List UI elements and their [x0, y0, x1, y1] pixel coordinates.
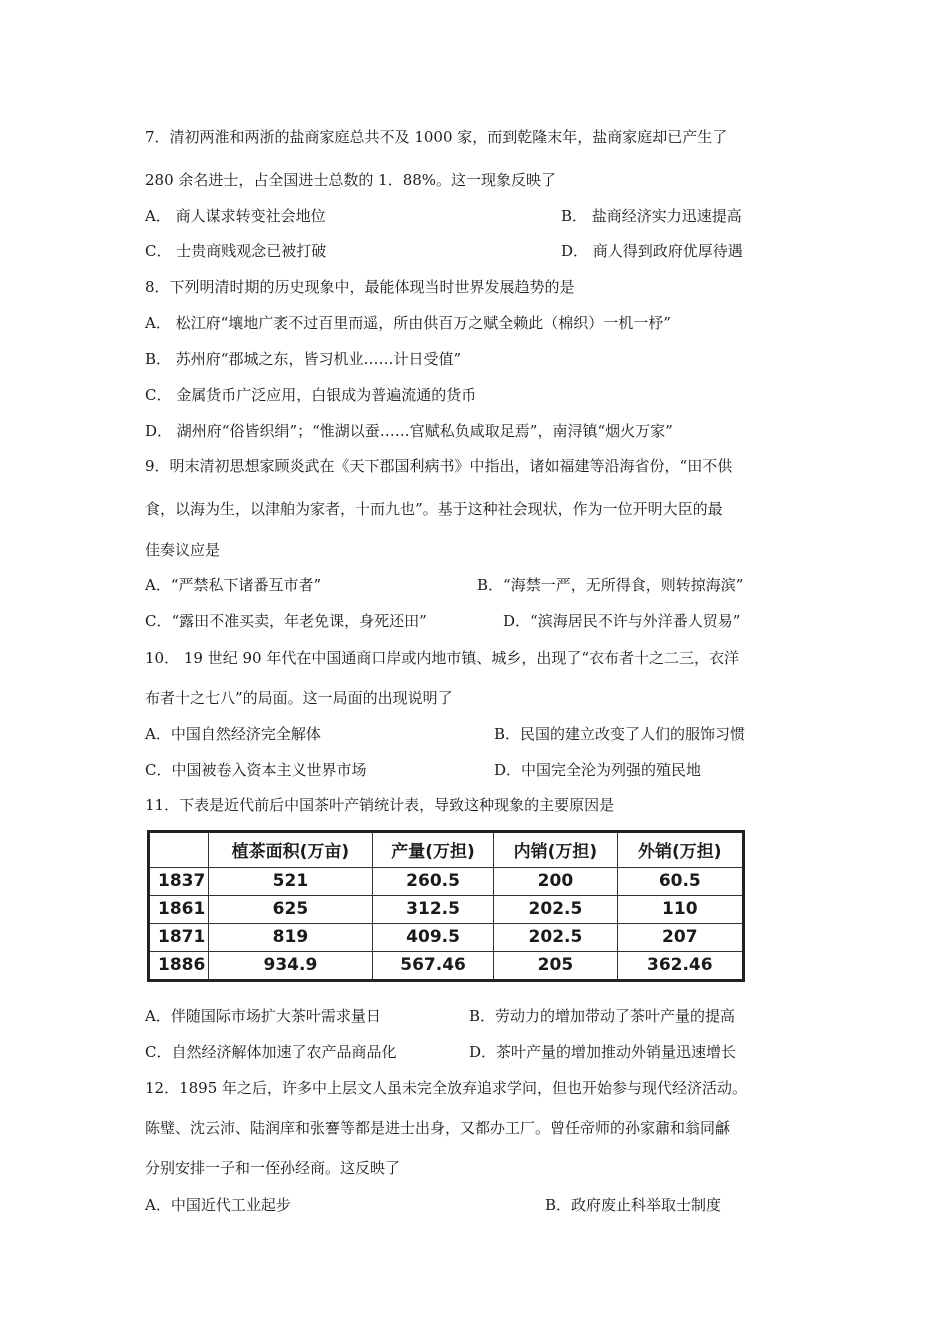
table-cell: 202.5 — [494, 923, 617, 951]
table-header-cell: 产量(万担) — [372, 832, 493, 868]
table-cell: 110 — [617, 895, 743, 923]
q11-option-c: C．自然经济解体加速了农产品商品化 — [145, 1043, 397, 1061]
q12-stem-line3: 分别安排一子和一侄孙经商。这反映了 — [145, 1159, 401, 1177]
q8-option-a: A． 松江府“壤地广袤不过百里而遥，所由供百万之赋全赖此（棉织）一机一杼” — [145, 314, 671, 332]
table-header-cell: 内销(万担) — [494, 832, 617, 868]
table-header-row — [149, 832, 744, 868]
table-header-cell: 外销(万担) — [617, 832, 743, 868]
q10-stem-line1: 10． 19 世纪 90 年代在中国通商口岸或内地市镇、城乡，出现了“衣布者十之二三，衣洋 — [145, 649, 740, 667]
tea-production-table — [147, 830, 745, 982]
q12-option-b: B．政府废止科举取士制度 — [545, 1196, 722, 1214]
q10-stem-line2: 布者十之七八”的局面。这一局面的出现说明了 — [145, 689, 453, 707]
q8-option-c: C． 金属货币广泛应用，白银成为普遍流通的货币 — [145, 386, 477, 404]
q12-stem-line1: 12．1895 年之后，许多中上层文人虽未完全放弃追求学问，但也开始参与现代经济活动。 — [145, 1079, 748, 1097]
q7-option-d: D． 商人得到政府优厚待遇 — [561, 242, 743, 260]
q8-option-d: D． 湖州府“俗皆织绢”；“惟湖以蚕……官赋私负咸取足焉”，南浔镇“烟火万家” — [145, 422, 673, 440]
table-cell-year: 1837 — [149, 867, 209, 895]
q9-option-d: D．“滨海居民不许与外洋番人贸易” — [503, 612, 741, 630]
table-cell-year: 1861 — [149, 895, 209, 923]
table-cell: 60.5 — [617, 867, 743, 895]
q11-stem: 11．下表是近代前后中国茶叶产销统计表，导致这种现象的主要原因是 — [145, 796, 615, 814]
q8-option-b: B． 苏州府“郡城之东，皆习机业……计日受值” — [145, 350, 462, 368]
q11-option-d: D．茶叶产量的增加推动外销量迅速增长 — [469, 1043, 737, 1061]
table-cell: 207 — [617, 923, 743, 951]
table-row — [149, 895, 744, 923]
q10-option-d: D．中国完全沦为列强的殖民地 — [494, 761, 702, 779]
table-row — [149, 867, 744, 895]
table-cell: 567.46 — [372, 951, 493, 980]
table-cell: 200 — [494, 867, 617, 895]
q7-stem-line2: 280 余名进士，占全国进士总数的 1．88%。这一现象反映了 — [145, 171, 557, 189]
table-cell: 409.5 — [372, 923, 493, 951]
q8-stem: 8．下列明清时期的历史现象中，最能体现当时世界发展趋势的是 — [145, 278, 575, 296]
q9-option-c: C．“露田不准买卖，年老免课，身死还田” — [145, 612, 427, 630]
q9-stem-line3: 佳奏议应是 — [145, 541, 221, 559]
table-cell: 312.5 — [372, 895, 493, 923]
q9-option-a: A．“严禁私下诸番互市者” — [145, 576, 322, 594]
q7-option-c: C． 士贵商贱观念已被打破 — [145, 242, 327, 260]
table-row — [149, 923, 744, 951]
q11-option-a: A．伴随国际市场扩大茶叶需求量日 — [145, 1007, 381, 1025]
table-cell: 362.46 — [617, 951, 743, 980]
table-cell-year: 1886 — [149, 951, 209, 980]
q7-option-a: A． 商人谋求转变社会地位 — [145, 207, 326, 225]
table-cell: 260.5 — [372, 867, 493, 895]
q9-option-b: B．“海禁一严，无所得食，则转掠海滨” — [477, 576, 744, 594]
table-cell: 934.9 — [208, 951, 372, 980]
table-cell: 625 — [208, 895, 372, 923]
table-cell: 202.5 — [494, 895, 617, 923]
q12-stem-line2: 陈璧、沈云沛、陆润庠和张謇等都是进士出身，又都办工厂。曾任帝师的孙家鼐和翁同龢 — [145, 1119, 731, 1137]
q9-stem-line2: 食，以海为生，以津舶为家者，十而九也”。基于这种社会现状，作为一位开明大臣的最 — [145, 500, 723, 518]
table-header-cell — [149, 832, 209, 868]
q7-stem-line1: 7．清初两淮和两浙的盐商家庭总共不及 1000 家，而到乾隆末年，盐商家庭却已产生了 — [145, 128, 728, 146]
table-cell: 819 — [208, 923, 372, 951]
q10-option-c: C．中国被卷入资本主义世界市场 — [145, 761, 367, 779]
table-row — [149, 951, 744, 980]
table-header-cell: 植茶面积(万亩) — [208, 832, 372, 868]
q9-stem-line1: 9．明末清初思想家顾炎武在《天下郡国利病书》中指出，诸如福建等沿海省份，“田不供 — [145, 457, 733, 475]
table-cell: 205 — [494, 951, 617, 980]
q10-option-a: A．中国自然经济完全解体 — [145, 725, 321, 743]
table-cell: 521 — [208, 867, 372, 895]
q7-option-b: B． 盐商经济实力迅速提高 — [561, 207, 742, 225]
q12-option-a: A．中国近代工业起步 — [145, 1196, 291, 1214]
q11-option-b: B．劳动力的增加带动了茶叶产量的提高 — [469, 1007, 736, 1025]
table-cell-year: 1871 — [149, 923, 209, 951]
q10-option-b: B．民国的建立改变了人们的服饰习惯 — [494, 725, 746, 743]
